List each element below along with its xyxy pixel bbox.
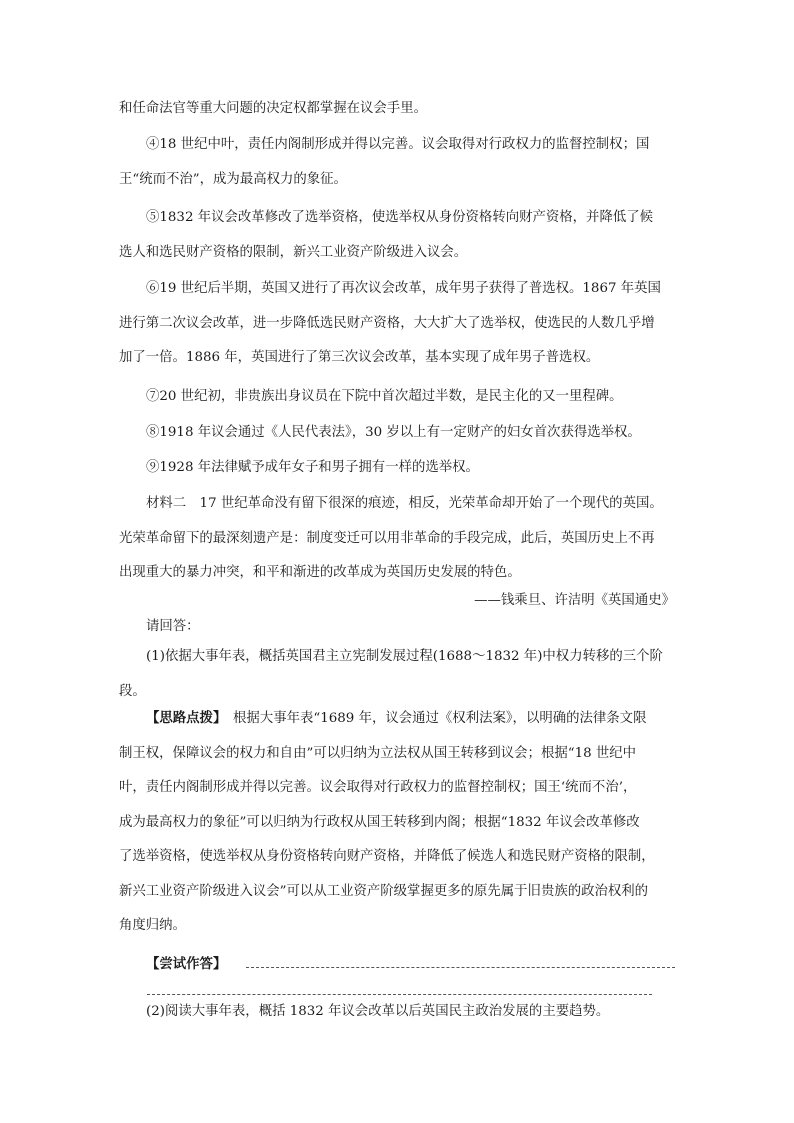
paragraph-continuation	[119, 92, 675, 127]
text-line: 和任命法官等重大问题的决定权都掌握在议会手里。	[119, 101, 427, 116]
text-line: 王“统而不治”，成为最高权力的象征。	[119, 171, 347, 187]
try-answer-row	[119, 947, 675, 982]
text-line: ④18 世纪中叶，责任内阁制形成并得以完善。议会取得对行政权力的监督控制权；国	[146, 137, 650, 152]
text-line: 成为最高权力的象征”可以归纳为行政权从国王转移到内阁；根据“1832 年议会改革修改	[119, 814, 640, 830]
timeline-item-6	[119, 272, 675, 376]
question-2	[119, 995, 675, 1030]
text-line: ⑤1832 年议会改革修改了选举资格，使选举权从身份资格转向财产资格，并降低了候	[146, 210, 654, 225]
text-line: ⑧1918 年议会通过《人民代表法》，30 岁以上有一定财产的妇女首次获得选举权。	[146, 425, 641, 440]
text-line: 选人和选民财产资格的限制，新兴工业资产阶级进入议会。	[119, 244, 468, 260]
hint-block	[119, 701, 675, 944]
text-line: 出现重大的暴力冲突，和平和渐进的改革成为英国历史发展的特色。	[119, 565, 521, 580]
text-line: 加了一倍。1886 年，英国进行了第三次议会改革，基本实现了成年男子普选权。	[119, 350, 600, 365]
timeline-item-8	[119, 416, 675, 451]
text-line: (2)阅读大事年表，概括 1832 年议会改革以后英国民主政治发展的主要趋势。	[146, 1004, 610, 1019]
hint-first-line: 根据大事年表“1689 年，议会通过《权利法案》，以明确的法律条文限	[219, 711, 647, 726]
text-line: 请回答：	[146, 619, 200, 634]
text-line: 新兴工业资产阶级进入议会”可以从工业资产阶级掌握更多的原先属于旧贵族的政治权利的	[119, 883, 649, 899]
text-line: 制王权，保障议会的权力和自由”可以归纳为立法权从国王转移到议会；根据“18 世纪中	[119, 745, 637, 761]
timeline-item-4	[119, 128, 675, 197]
timeline-item-5	[119, 201, 675, 270]
timeline-item-9	[119, 451, 675, 486]
try-answer-label: 【尝试作答】	[146, 956, 227, 972]
text-line: 叶，责任内阁制形成并得以完善。议会取得对行政权力的监督控制权；国王‘统而不治’，	[119, 780, 637, 795]
text-line: 材料二 17 世纪革命没有留下很深的痕迹，相反，光荣革命却开始了一个现代的英国。	[146, 496, 663, 511]
material-two	[119, 487, 675, 591]
text-line: 了选举资格，使选举权从身份资格转向财产资格，并降低了候选人和选民财产资格的限制，	[119, 849, 655, 864]
text-line: ⑥19 世纪后半期，英国又进行了再次议会改革，成年男子获得了普选权。1867 年英国	[146, 281, 661, 296]
text-line: 进行第二次议会改革，进一步降低选民财产资格，大大扩大了选举权，使选民的人数几乎增	[119, 315, 655, 331]
text-line: ⑦20 世纪初，非贵族出身议员在下院中首次超过半数，是民主化的又一里程碑。	[146, 389, 623, 404]
text-line: 段。	[119, 683, 146, 699]
material-source: ——钱乘旦、许洁明《英国通史》	[474, 593, 675, 608]
answer-line[interactable]	[246, 967, 675, 968]
text-line: (1)依据大事年表，概括英国君主立宪制发展过程(1688～1832 年)中权力转移的三个阶	[146, 649, 663, 664]
question-1	[119, 640, 675, 709]
text-line: ⑨1928 年法律赋予成年女子和男子拥有一样的选举权。	[146, 460, 479, 475]
text-line: 角度归纳。	[119, 918, 186, 933]
text-line	[119, 701, 675, 737]
text-line: 光荣革命留下的最深刻遗产是：制度变迁可以用非革命的手段完成，此后，英国历史上不再	[119, 530, 655, 546]
hint-label: 【思路点拨】	[146, 710, 220, 726]
timeline-item-7	[119, 380, 675, 415]
